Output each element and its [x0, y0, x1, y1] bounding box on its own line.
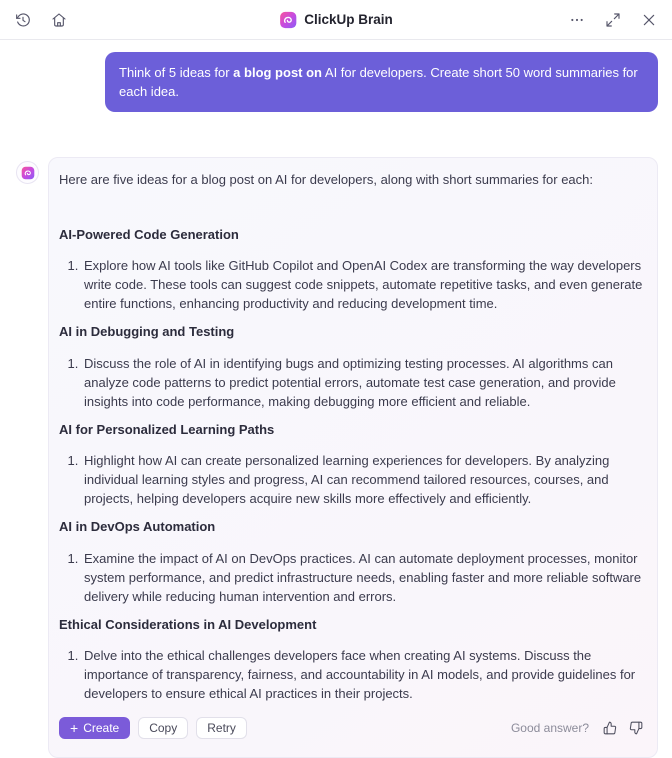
response-actions	[59, 717, 643, 739]
thumbs-up-icon[interactable]	[603, 721, 617, 735]
section-heading: AI for Personalized Learning Paths	[59, 421, 275, 437]
user-message-bubble	[105, 52, 658, 112]
section-item: 1. Delve into the ethical challenges developers face when creating AI systems. Discuss the importance of transparency, fairness, and accountability in AI models, and provide guidelines for developers to ensure ethical AI practices in their projects.	[82, 646, 643, 703]
response-section	[59, 421, 643, 509]
section-heading: AI in Debugging and Testing	[59, 324, 235, 339]
response-section	[59, 226, 643, 314]
more-options-icon[interactable]	[568, 11, 586, 29]
expand-icon[interactable]	[604, 11, 622, 29]
home-icon[interactable]	[50, 11, 68, 29]
section-heading: Ethical Considerations in AI Development	[59, 616, 317, 632]
feedback-prompt: Good answer?	[510, 720, 589, 735]
section-item: 1. Highlight how AI can create personalized learning experiences for developers. By analyzing individual learning styles and progress, AI can recommend tailored resources, courses, and projects, helping developers acquire new skills more effectively and efficiently.	[82, 451, 643, 508]
clickup-brain-logo-icon	[279, 11, 297, 29]
user-message-text: Think of 5 ideas for	[119, 65, 234, 80]
response-section	[59, 323, 643, 411]
section-heading: AI-Powered Code Generation	[59, 226, 239, 242]
retry-button[interactable]: Retry	[196, 717, 247, 739]
clickup-brain-avatar	[16, 161, 39, 184]
user-message-text-after: AI for developers. Create short 50 word summaries for each idea.	[119, 65, 638, 99]
response-intro: Here are five ideas for a blog post on AI for developers, along with short summaries for each:	[59, 172, 593, 187]
window-header	[0, 0, 672, 40]
create-button[interactable]	[59, 717, 130, 739]
section-item: 1. Examine the impact of AI on DevOps practices. AI can automate deployment processes, monitor system performance, and predict infrastructure needs, enabling faster and more reliable software delivery while reducing human intervention and errors.	[82, 549, 643, 606]
close-icon[interactable]	[640, 11, 658, 29]
section-item: 1. Explore how AI tools like GitHub Copilot and OpenAI Codex are transforming the way developers write code. These tools can suggest code snippets, automate repetitive tasks, and even generate entire functions, enhancing productivity and reducing development time.	[82, 256, 643, 313]
plus-icon: +	[70, 720, 79, 736]
ai-response-card	[48, 157, 658, 758]
thumbs-down-icon[interactable]	[629, 721, 643, 735]
response-section	[59, 616, 643, 704]
window-title: ClickUp Brain	[304, 12, 393, 27]
ai-response-row	[16, 157, 658, 758]
response-section	[59, 518, 643, 606]
create-button-label: Create	[83, 721, 120, 735]
copy-button[interactable]: Copy	[138, 717, 188, 739]
user-message-bold-text: a blog post on	[233, 65, 322, 80]
history-icon[interactable]	[14, 11, 32, 29]
section-heading: AI in DevOps Automation	[59, 519, 216, 534]
section-item: 1. Discuss the role of AI in identifying bugs and optimizing testing processes. AI algorithms can analyze code patterns to predict potential errors, automate test case generation, and provide insights into code performance, making debugging more efficient and reliable.	[82, 354, 643, 411]
